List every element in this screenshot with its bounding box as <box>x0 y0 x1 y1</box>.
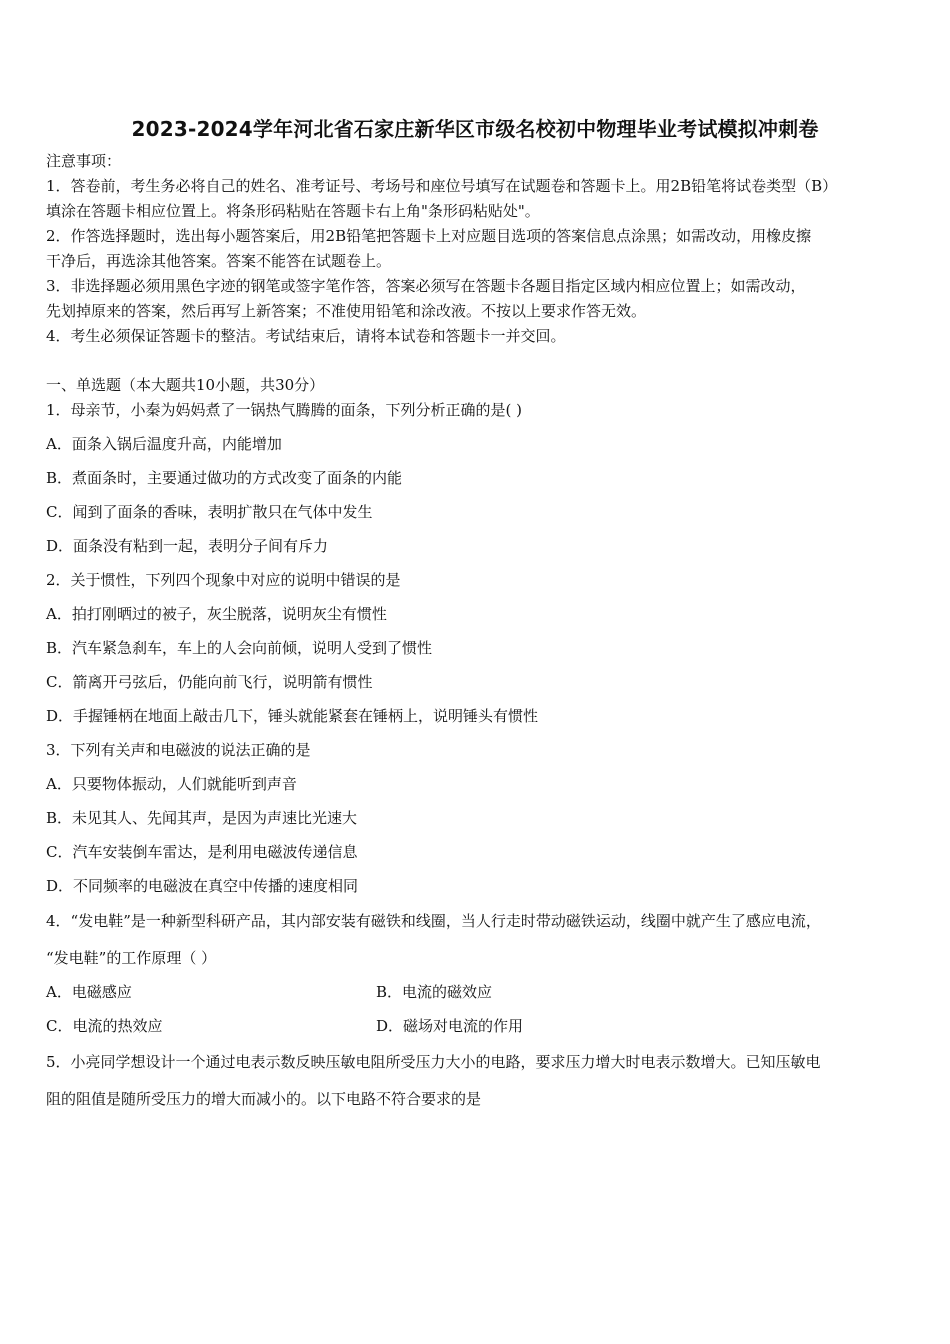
question-4-option-b: B．电流的磁效应 <box>376 983 493 1001</box>
question-4-stem: 4．“发电鞋”是一种新型科研产品，其内部安装有磁铁和线圈，当人行走时带动磁铁运动，线圈中就产生了感应电流， <box>46 912 821 930</box>
page-title: 2023-2024学年河北省石家庄新华区市级名校初中物理毕业考试模拟冲刺卷 <box>131 117 819 141</box>
question-4-options-row2 <box>46 1015 904 1037</box>
question-3-option-b: B．未见其人、先闻其声，是因为声速比光速大 <box>46 809 358 827</box>
question-5-stem: 5．小亮同学想设计一个通过电表示数反映压敏电阻所受压力大小的电路，要求压力增大时电表示数增大。已知压敏电 <box>46 1053 821 1071</box>
question-4-option-c: C．电流的热效应 <box>46 1017 163 1035</box>
question-3-option-c: C．汽车安装倒车雷达，是利用电磁波传递信息 <box>46 843 358 861</box>
question-1-option-a: A．面条入锅后温度升高，内能增加 <box>46 435 282 453</box>
question-3-option-d: D．不同频率的电磁波在真空中传播的速度相同 <box>46 877 359 895</box>
question-2-option-a: A．拍打刚晒过的被子，灰尘脱落，说明灰尘有惯性 <box>46 605 387 623</box>
notice-item: 先划掉原来的答案，然后再写上新答案；不准使用铅笔和涂改液。不按以上要求作答无效。 <box>46 302 647 320</box>
question-4-option-d: D．磁场对电流的作用 <box>376 1017 524 1035</box>
notice-item: 3．非选择题必须用黑色字迹的钢笔或签字笔作答，答案必须写在答题卡各题目指定区域内相应位置上；如需改动， <box>46 277 806 295</box>
question-2-option-c: C．箭离开弓弦后，仍能向前飞行，说明箭有惯性 <box>46 673 373 691</box>
question-1-option-d: D．面条没有粘到一起，表明分子间有斥力 <box>46 537 329 555</box>
notice-item: 填涂在答题卡相应位置上。将条形码粘贴在答题卡右上角"条形码粘贴处"。 <box>46 202 540 220</box>
notice-item: 4．考生必须保证答题卡的整洁。考试结束后，请将本试卷和答题卡一并交回。 <box>46 327 566 345</box>
question-1-option-c: C．闻到了面条的香味，表明扩散只在气体中发生 <box>46 503 373 521</box>
question-5-stem-cont: 阻的阻值是随所受压力的增大而减小的。以下电路不符合要求的是 <box>46 1090 482 1108</box>
section-heading: 一、单选题（本大题共10小题，共30分） <box>46 376 325 394</box>
question-1-stem: 1．母亲节，小秦为妈妈煮了一锅热气腾腾的面条，下列分析正确的是( ) <box>46 401 523 419</box>
question-1-option-b: B．煮面条时，主要通过做功的方式改变了面条的内能 <box>46 469 403 487</box>
notice-heading: 注意事项： <box>46 152 122 170</box>
question-3-stem: 3．下列有关声和电磁波的说法正确的是 <box>46 741 311 759</box>
notice-item: 2．作答选择题时，选出每小题答案后，用2B铅笔把答题卡上对应题目选项的答案信息点涂黑；如需改动，用橡皮擦 <box>46 227 812 245</box>
question-4-stem-cont: “发电鞋”的工作原理（ ） <box>46 949 217 967</box>
question-4-options-row1 <box>46 981 904 1003</box>
notice-item: 干净后，再选涂其他答案。答案不能答在试题卷上。 <box>46 252 392 270</box>
question-2-option-d: D．手握锤柄在地面上敲击几下，锤头就能紧套在锤柄上，说明锤头有惯性 <box>46 707 539 725</box>
question-2-stem: 2．关于惯性，下列四个现象中对应的说明中错误的是 <box>46 571 401 589</box>
notice-item: 1．答卷前，考生务必将自己的姓名、准考证号、考场号和座位号填写在试题卷和答题卡上。用2B铅笔将试卷类型（B） <box>46 177 838 195</box>
question-3-option-a: A．只要物体振动，人们就能听到声音 <box>46 775 297 793</box>
question-2-option-b: B．汽车紧急刹车，车上的人会向前倾，说明人受到了惯性 <box>46 639 433 657</box>
question-4-option-a: A．电磁感应 <box>46 983 132 1001</box>
